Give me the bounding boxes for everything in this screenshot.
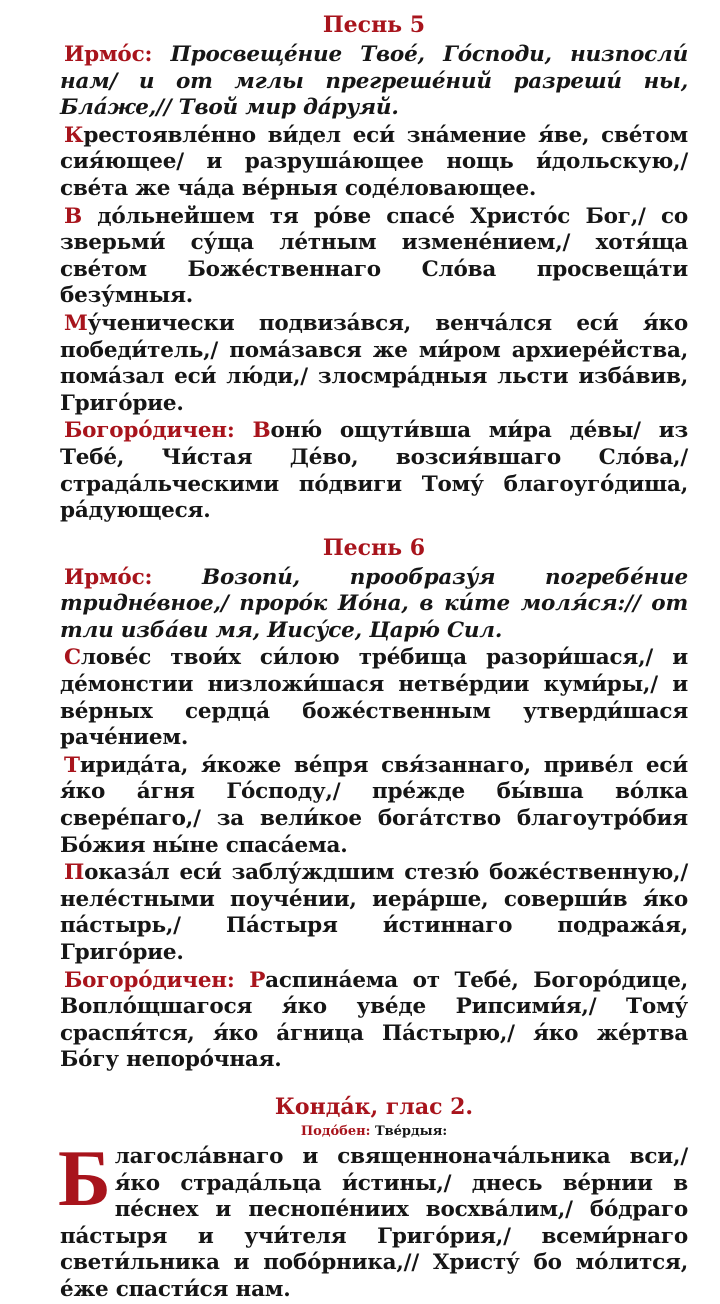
podoben-text: Тве́рдыя:	[370, 1123, 448, 1139]
song-5-troparion-3	[60, 311, 688, 417]
theotokion-text: аспина́ема от Тебе́, Богоро́дице, Вопло́щшагося я́ко уве́де Рипсими́я,/ Тому́ сраспя́тся, я́ко а́гница Па́стырю,/ я́ко же́ртва Бо́гу непоро́чная.	[60, 967, 688, 1073]
song-5-theotokion	[60, 418, 688, 524]
irmos-text: Просвеще́ние Твое́, Го́споди, низпосли́ нам/ и от мглы прегреше́ний разреши́ ны, Бла́же,// Твой мир да́руяй.	[60, 42, 688, 121]
song-6-troparion-1	[60, 645, 688, 751]
song-5-irmos	[60, 42, 688, 122]
song-6-theotokion	[60, 968, 688, 1074]
song-5-troparion-2	[60, 204, 688, 310]
initial-letter: П	[64, 860, 85, 886]
initial-letter: В	[64, 203, 82, 229]
troparion-text: лове́с твои́х си́лою тре́бища разори́шася,/ и де́монстии низложи́шася нетве́рдии куми́ры,/ и ве́рных сердца́ боже́ственным утверди́шася раче́нием.	[60, 645, 688, 751]
theotokion-label: Богоро́дичен:	[64, 418, 235, 444]
initial-letter: Т	[64, 752, 80, 778]
troparion-text: до́льнейшем тя ро́ве спасе́ Христо́с Бог,/ со зверьми́ су́ща ле́тным измене́нием,/ хотя́ща све́том Боже́ственнаго Сло́ва просвеща́ти безу́мныя.	[60, 203, 688, 309]
theotokion-text: оню́ ощути́вша ми́ра де́вы/ из Тебе́, Чи́стая Де́во, возсия́вшаго Сло́ва,/ страда́льческими по́двиги Тому́ благоуго́диша, ра́дующеся.	[60, 418, 688, 524]
song-6-irmos	[60, 565, 688, 645]
irmos-label: Ирмо́с:	[64, 564, 153, 590]
initial-letter: С	[64, 645, 81, 671]
song-6-troparion-2	[60, 753, 688, 859]
kondak-text: лагосла́внаго и священнонача́льника вси,/ я́ко страда́льца и́стины,/ днесь ве́рнии в пе́снех и песнопе́ниих восхва́лим,/ бо́драго па́стыря и учи́теля Григо́рия,/ всеми́рнаго свети́льника и побо́рника,// Христу́ бо мо́лится, е́же спасти́ся нам.	[60, 1143, 688, 1302]
kondak-text-block	[58, 1134, 688, 1304]
drop-cap: Б	[58, 1134, 111, 1223]
kondak-heading: Конда́к, глас 2.	[274, 1093, 474, 1120]
song-6-heading: Песнь 6	[322, 534, 426, 561]
initial-letter: М	[64, 310, 88, 336]
irmos-text: Возопи́, прообразу́я погребе́ние тридне́вное,/ проро́к Ио́на, в ки́те моля́ся:// от тли изба́ви мя, Иису́се, Царю́ Сил.	[60, 564, 688, 643]
initial-letter: В	[252, 418, 271, 444]
podoben-line	[60, 1122, 688, 1142]
song-6-troparion-3	[60, 860, 688, 966]
podoben-label: Подо́бен:	[300, 1123, 371, 1139]
theotokion-label: Богоро́дичен:	[64, 967, 235, 993]
troparion-text: ирида́та, я́коже ве́пря свя́заннаго, приве́л еси́ я́ко а́гня Го́споду,/ пре́жде бы́вша во́лка свере́паго,/ за вели́кое бога́тство благоутро́бия Бо́жия ны́не спаса́ема.	[60, 752, 688, 858]
troparion-text: рестоявле́нно ви́дел еси́ зна́мение я́ве, све́том сия́ющее/ и разруша́ющее нощь и́дольскую,/ све́та же ча́да ве́рныя соде́ловающее.	[60, 122, 688, 201]
song-5-troparion-1	[60, 123, 688, 203]
troparion-text: у́ченически подвиза́вся, венча́лся еси́ я́ко победи́тель,/ пома́зався же ми́ром архиере́йства, пома́зал еси́ лю́ди,/ злосмра́дныя льсти изба́вив, Григо́рие.	[60, 310, 688, 416]
irmos-label: Ирмо́с:	[64, 42, 153, 67]
troparion-text: оказа́л еси́ заблу́ждшим стезю́ боже́ственную,/ неле́стными поуче́нии, иера́рше, соверши́в я́ко па́стырь,/ Па́стыря и́стиннаго подража́я, Григо́рие.	[60, 860, 688, 965]
initial-letter: К	[64, 122, 84, 148]
initial-letter: Р	[249, 967, 266, 993]
song-5-heading: Песнь 5	[322, 12, 426, 38]
